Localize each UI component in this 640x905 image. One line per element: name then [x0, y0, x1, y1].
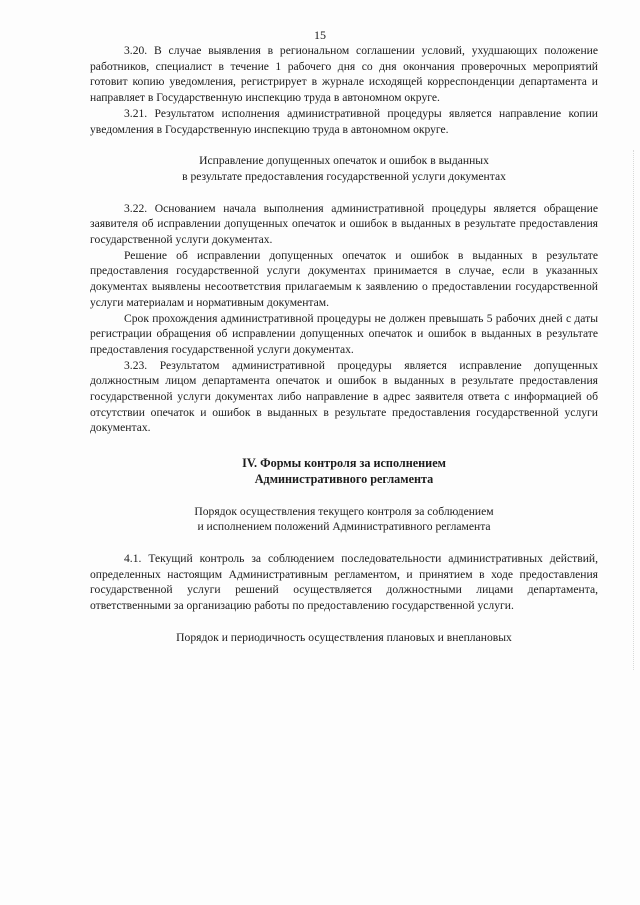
section-heading-planned-inspections: [90, 630, 598, 646]
heading-line: и исполнением положений Административного регламента: [197, 520, 491, 534]
heading-line: Порядок осуществления текущего контроля за соблюдением: [194, 504, 494, 518]
heading-line: в результате предоставления государственной услуги документах: [182, 169, 506, 183]
paragraph-3-23: 3.23. Результатом административной процедуры является исправление допущенных должностным лицом департамента опечаток и ошибок в выданных в результате предоставления государственной услуги документах либо направление в адрес заявителя ответа с информацией об отсутствии опечаток и ошибок в выданных в результате предоставления государственной услуги документах.: [90, 358, 598, 435]
scan-edge-artifact: [627, 150, 634, 670]
page-number: 15: [314, 28, 326, 42]
paragraph-deadline: Срок прохождения административной процедуры не должен превышать 5 рабочих дней с даты регистрации обращения об исправлении допущенных опечаток и ошибок в выданных в результате предоставления государственной услуги документах.: [90, 311, 598, 356]
section-heading-corrections: [90, 153, 598, 184]
section-heading-current-control: [90, 504, 598, 535]
heading-line: Порядок и периодичность осуществления плановых и внеплановых: [176, 630, 512, 644]
chapter-heading-iv: [90, 456, 598, 487]
paragraph-3-22: 3.22. Основанием начала выполнения административной процедуры является обращение заявителя об исправлении допущенных опечаток и ошибок в выданных в результате предоставления государственной услуги документах.: [90, 201, 598, 247]
heading-line: Административного регламента: [254, 471, 434, 486]
heading-line: IV. Формы контроля за исполнением: [242, 456, 446, 471]
paragraph-3-20: 3.20. В случае выявления в региональном соглашении условий, ухудшающих положение работников, специалист в течение 1 рабочего дня со дня окончания проверочных мероприятий готовит копию уведомления, регистрирует в журнале исходящей корреспонденции департамента и направляет в Государственную инспекцию труда в автономном округе.: [90, 44, 598, 105]
paragraph-3-21: 3.21. Результатом исполнения административной процедуры является направление копии уведомления в Государственную инспекцию труда в автономном округе.: [90, 106, 598, 136]
paragraph-4-1: 4.1. Текущий контроль за соблюдением последовательности административных действий, определенных настоящим Административным регламентом, и принятием в ходе предоставления государственной услуги решений осуществляется должностными лицами департамента, ответственными за организацию работы по предоставлению государственной услуги.: [90, 551, 598, 613]
heading-line: Исправление допущенных опечаток и ошибок в выданных: [199, 154, 489, 168]
paragraph-decision: Решение об исправлении допущенных опечаток и ошибок в выданных в результате предоставления государственной услуги документах принимается в случае, если в указанных документах выявлены несоответствия прилагаемым к заявлению о предоставлении государственной услуги материалам и нормативным документам.: [90, 248, 598, 309]
document-body: [90, 43, 598, 646]
